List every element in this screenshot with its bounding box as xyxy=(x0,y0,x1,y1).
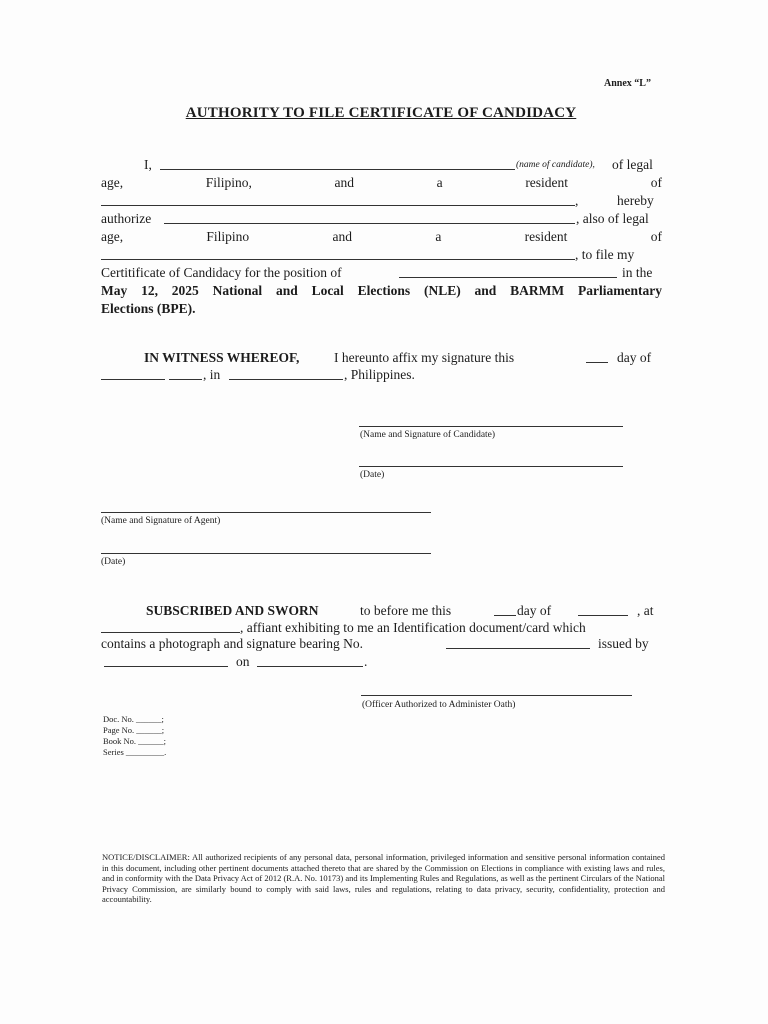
text-of-legal: of legal xyxy=(612,157,653,172)
blank-day xyxy=(586,362,608,363)
blank-issued-on xyxy=(257,666,363,667)
text-elections-bpe: Elections (BPE). xyxy=(101,301,196,316)
agent-signature-line xyxy=(101,512,431,513)
doc-no: Doc. No. ______; xyxy=(103,714,164,724)
line-age-filipino-resident-2: age, Filipino and a resident of xyxy=(101,229,662,244)
blank-agent-name xyxy=(164,223,575,224)
blank-position xyxy=(399,277,617,278)
text-period: . xyxy=(364,654,368,669)
text-to-file-my: , to file my xyxy=(575,247,635,262)
blank-jurat-month xyxy=(578,615,628,616)
blank-agent-residence xyxy=(101,259,575,260)
text-on: on xyxy=(236,654,250,669)
jurat-heading: SUBSCRIBED AND SWORN xyxy=(146,603,319,618)
candidate-date-line xyxy=(359,466,623,467)
blank-year xyxy=(169,379,202,380)
blank-place xyxy=(229,379,343,380)
witness-text: I hereunto affix my signature this xyxy=(334,350,515,365)
agent-date-caption: (Date) xyxy=(101,557,126,567)
text-day-of: day of xyxy=(617,350,652,365)
text-jurat-day-of: day of xyxy=(517,603,552,618)
text-coc-position: Certitificate of Candidacy for the position of xyxy=(101,265,342,280)
agent-date-line xyxy=(101,553,431,554)
notice-disclaimer: NOTICE/DISCLAIMER: All authorized recipients of any personal data, personal information, privileged information and sensitive personal information contained in this document, including other pertinent documents attached thereto that are shared by the Commission on Elections in compliance with existing laws and rules, and in conformity with the Data Privacy Act of 2012 (R.A. No. 10173) and its Implementing Rules and Regulations, as well as the pertinent Circulars of the National Privacy Commission, are similarly bound to comply with said laws, rules and regulations, relating to data privacy, security, confidentiality, protection and accountability. xyxy=(102,852,665,904)
candidate-name-hint: (name of candidate), xyxy=(516,160,595,170)
page-no: Page No. ______; xyxy=(103,725,165,735)
annex-label: Annex “L” xyxy=(604,78,651,89)
blank-jurat-place xyxy=(101,632,240,633)
text-i: I, xyxy=(144,157,152,172)
officer-caption: (Officer Authorized to Administer Oath) xyxy=(362,700,516,710)
document-title: AUTHORITY TO FILE CERTIFICATE OF CANDIDACY xyxy=(185,105,577,121)
blank-candidate-name xyxy=(160,169,515,170)
text-in-the: in the xyxy=(622,265,653,280)
text-comma-at: , at xyxy=(637,603,654,618)
book-no: Book No. ______; xyxy=(103,736,167,746)
series: Series _________. xyxy=(103,747,167,757)
line-age-filipino-resident: age, Filipino, and a resident of xyxy=(101,175,662,190)
text-philippines: , Philippines. xyxy=(344,367,415,382)
text-comma: , xyxy=(575,193,579,208)
candidate-signature-line xyxy=(359,426,623,427)
blank-month xyxy=(101,379,165,380)
text-hereby: hereby xyxy=(617,193,654,208)
text-authorize: authorize xyxy=(101,211,152,226)
line-elections: May 12, 2025 National and Local Elections (NLE) and BARMM Parliamentary xyxy=(101,283,662,298)
agent-signature-caption: (Name and Signature of Agent) xyxy=(101,516,221,526)
text-contains-photo: contains a photograph and signature bearing No. xyxy=(101,636,364,651)
blank-issued-by xyxy=(104,666,228,667)
text-in: , in xyxy=(203,367,221,382)
blank-jurat-day xyxy=(494,615,516,616)
candidate-date-caption: (Date) xyxy=(360,470,385,480)
text-to-before-me: to before me this xyxy=(360,603,452,618)
officer-signature-line xyxy=(361,695,632,696)
candidate-signature-caption: (Name and Signature of Candidate) xyxy=(360,430,496,440)
text-also-of-legal: , also of legal xyxy=(576,211,649,226)
blank-id-number xyxy=(446,648,590,649)
text-affiant: , affiant exhibiting to me an Identification document/card which xyxy=(240,620,586,635)
text-issued-by: issued by xyxy=(598,636,649,651)
witness-heading: IN WITNESS WHEREOF, xyxy=(144,350,300,365)
blank-candidate-residence xyxy=(101,205,575,206)
